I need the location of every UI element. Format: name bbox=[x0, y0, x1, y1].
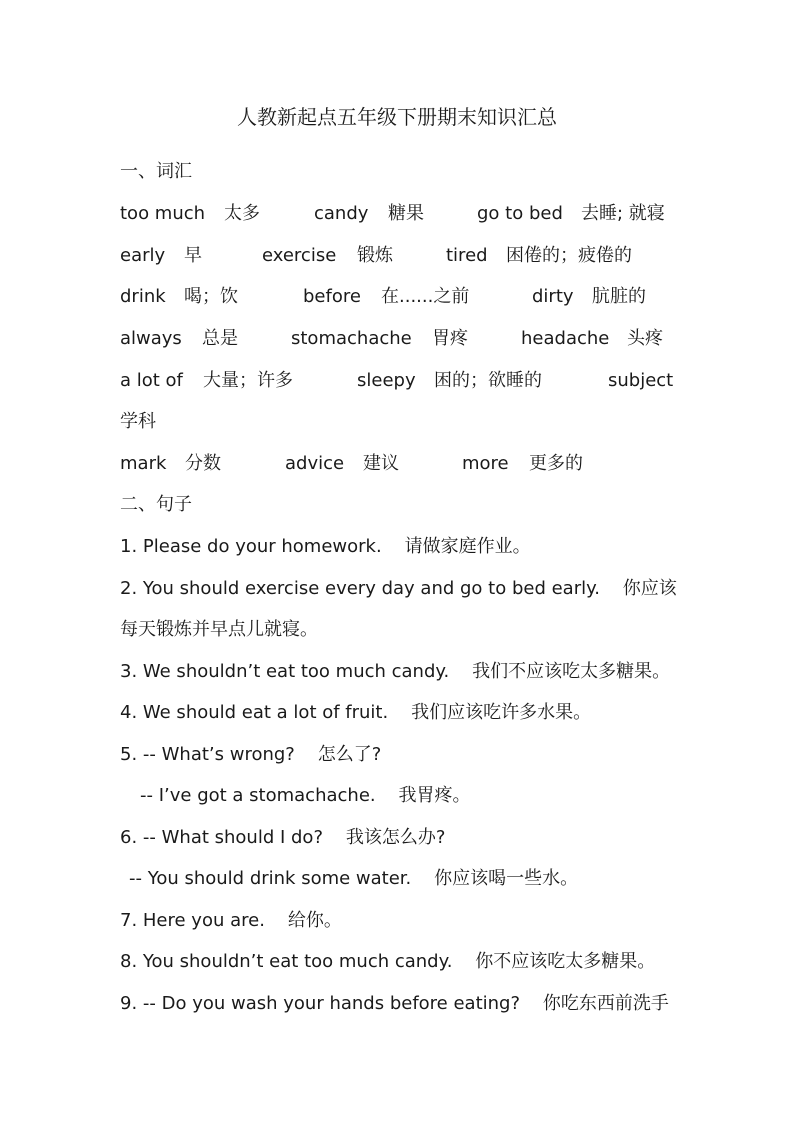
vocab-en: advice bbox=[285, 453, 345, 474]
vocab-row bbox=[120, 198, 680, 230]
vocab-zh: 困倦的；疲倦的 bbox=[506, 245, 632, 266]
vocab-zh: 喝；饮 bbox=[184, 286, 238, 307]
vocab-zh: 糖果 bbox=[388, 203, 424, 224]
vocab-zh: 头疼 bbox=[627, 328, 663, 349]
vocab-zh: 锻炼 bbox=[357, 245, 393, 266]
vocab-en: headache bbox=[521, 328, 610, 349]
section-heading-sentences: 二、句子 bbox=[120, 494, 192, 515]
vocab-zh: 更多的 bbox=[529, 453, 583, 474]
vocab-en: candy bbox=[314, 203, 369, 224]
vocab-zh: 太多 bbox=[224, 203, 260, 224]
vocab-zh: 早 bbox=[184, 245, 202, 266]
vocab-row bbox=[120, 323, 680, 355]
vocab-zh: 学科 bbox=[120, 411, 156, 432]
sentence-line: 3. We shouldn’t eat too much candy. 我们不应该吃太多糖果。 bbox=[120, 661, 671, 682]
sentence-line: 1. Please do your homework. 请做家庭作业。 bbox=[120, 536, 531, 557]
section-heading-vocabulary: 一、词汇 bbox=[120, 161, 192, 182]
page-title: 人教新起点五年级下册期末知识汇总 bbox=[237, 105, 557, 129]
vocab-zh: 分数 bbox=[185, 453, 221, 474]
vocab-en: a lot of bbox=[120, 370, 183, 391]
sentence-line-reply: -- You should drink some water. 你应该喝一些水。 bbox=[129, 868, 579, 889]
vocab-en: more bbox=[462, 453, 509, 474]
vocab-en: subject bbox=[608, 370, 674, 391]
sentence-line: 4. We should eat a lot of fruit. 我们应该吃许多水果。 bbox=[120, 702, 592, 723]
vocab-zh: 胃疼 bbox=[432, 328, 468, 349]
sentence-line: 9. -- Do you wash your hands before eating? 你吃东西前洗手 bbox=[120, 993, 669, 1014]
vocab-zh: 总是 bbox=[202, 328, 238, 349]
vocab-zh: 肮脏的 bbox=[592, 286, 646, 307]
sentence-line: 5. -- What’s wrong? 怎么了? bbox=[120, 744, 382, 765]
vocab-en: exercise bbox=[262, 245, 337, 266]
vocab-en: go to bed bbox=[477, 203, 563, 224]
vocab-en: drink bbox=[120, 286, 166, 307]
vocab-row bbox=[120, 240, 680, 272]
vocab-zh: 建议 bbox=[363, 453, 399, 474]
sentence-line-wrap: 每天锻炼并早点儿就寝。 bbox=[120, 619, 318, 640]
vocab-row bbox=[120, 365, 680, 397]
vocab-en: too much bbox=[120, 203, 206, 224]
sentence-line: 8. You shouldn’t eat too much candy. 你不应该吃太多糖果。 bbox=[120, 951, 656, 972]
vocab-en: stomachache bbox=[291, 328, 412, 349]
vocab-zh: 在......之前 bbox=[381, 286, 470, 307]
vocab-en: dirty bbox=[532, 286, 574, 307]
sentence-line: 2. You should exercise every day and go to bed early. 你应该 bbox=[120, 578, 677, 599]
vocab-en: always bbox=[120, 328, 182, 349]
vocab-en: mark bbox=[120, 453, 167, 474]
vocab-en: sleepy bbox=[357, 370, 416, 391]
vocab-zh: 去睡; 就寝 bbox=[581, 203, 665, 224]
vocab-row-wrap bbox=[120, 406, 680, 438]
sentence-line-reply: -- I’ve got a stomachache. 我胃疼。 bbox=[140, 785, 471, 806]
vocab-zh: 大量；许多 bbox=[203, 370, 293, 391]
sentence-line: 6. -- What should I do? 我该怎么办? bbox=[120, 827, 446, 848]
vocab-row bbox=[120, 448, 680, 480]
vocab-en: tired bbox=[446, 245, 488, 266]
vocab-en: early bbox=[120, 245, 166, 266]
vocab-row bbox=[120, 281, 680, 313]
sentence-line: 7. Here you are. 给你。 bbox=[120, 910, 342, 931]
vocab-en: before bbox=[303, 286, 361, 307]
vocab-zh: 困的；欲睡的 bbox=[434, 370, 542, 391]
